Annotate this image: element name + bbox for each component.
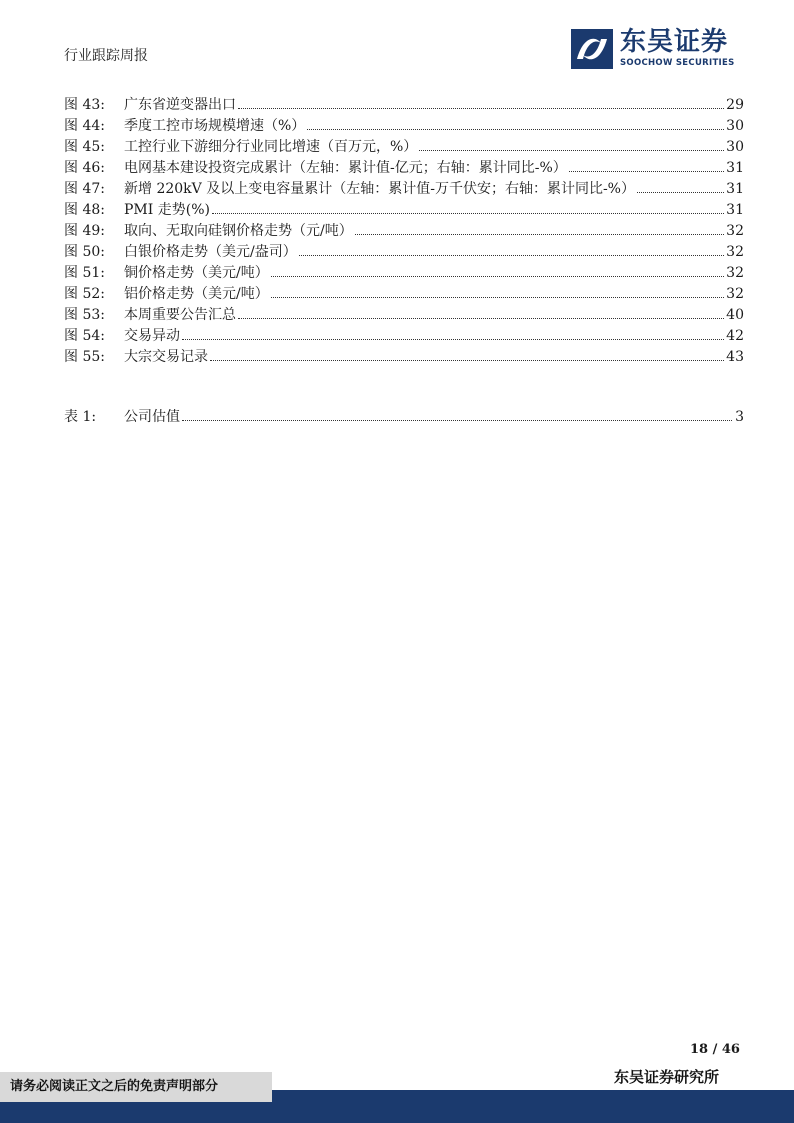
table-entry[interactable] bbox=[64, 407, 744, 428]
figure-entry-leader-dots bbox=[238, 318, 724, 319]
figure-entry[interactable] bbox=[64, 326, 744, 347]
logo-chinese-name: 东吴证券 bbox=[620, 27, 729, 57]
company-logo bbox=[571, 27, 746, 71]
figure-entry-page: 32 bbox=[726, 265, 744, 281]
figure-entry-title: 季度工控市场规模增速（%） bbox=[124, 118, 306, 134]
figure-entry[interactable] bbox=[64, 347, 744, 368]
figure-entry-label: 图 44: bbox=[64, 118, 105, 134]
figure-entry-label: 图 51: bbox=[64, 265, 105, 281]
figure-entry-label: 图 54: bbox=[64, 328, 105, 344]
table-entry-title: 公司估值 bbox=[124, 409, 180, 425]
figure-entry-page: 29 bbox=[726, 97, 744, 113]
report-type: 行业跟踪周报 bbox=[64, 48, 148, 64]
figure-entry-label: 图 55: bbox=[64, 349, 105, 365]
figure-entry-label: 图 50: bbox=[64, 244, 105, 260]
figure-entry-title: 白银价格走势（美元/盎司） bbox=[124, 244, 297, 260]
figure-entry[interactable] bbox=[64, 242, 744, 263]
logo-english-name: SOOCHOW SECURITIES bbox=[620, 58, 735, 68]
figure-entry-label: 图 43: bbox=[64, 97, 105, 113]
table-entry-label: 表 1: bbox=[64, 409, 97, 425]
figure-entry-title: 电网基本建设投资完成累计（左轴：累计值-亿元；右轴：累计同比-%） bbox=[124, 160, 567, 176]
figure-entry-page: 42 bbox=[726, 328, 744, 344]
soochow-logo-icon bbox=[571, 29, 613, 69]
figure-entry-page: 32 bbox=[726, 244, 744, 260]
figure-entry-page: 43 bbox=[726, 349, 744, 365]
figure-entry-label: 图 48: bbox=[64, 202, 105, 218]
figure-entry-title: 广东省逆变器出口 bbox=[124, 97, 236, 113]
figure-entry-title: 取向、无取向硅钢价格走势（元/吨） bbox=[124, 223, 353, 239]
figure-entry-label: 图 52: bbox=[64, 286, 105, 302]
figure-entry[interactable] bbox=[64, 221, 744, 242]
figure-entry-leader-dots bbox=[212, 213, 724, 214]
figure-entry-title: 大宗交易记录 bbox=[124, 349, 208, 365]
figure-entry-leader-dots bbox=[307, 129, 724, 130]
table-entry-leader-dots bbox=[182, 420, 732, 421]
figure-entry-page: 31 bbox=[726, 160, 744, 176]
figure-entry-title: 新增 220kV 及以上变电容量累计（左轴：累计值-万千伏安；右轴：累计同比-%） bbox=[124, 181, 635, 197]
figure-entry-title: 铝价格走势（美元/吨） bbox=[124, 286, 269, 302]
figure-entry-label: 图 45: bbox=[64, 139, 105, 155]
figure-entry-label: 图 46: bbox=[64, 160, 105, 176]
figure-entry-leader-dots bbox=[299, 255, 724, 256]
figure-entry-leader-dots bbox=[419, 150, 724, 151]
figure-entry-page: 40 bbox=[726, 307, 744, 323]
figure-entry-leader-dots bbox=[182, 339, 724, 340]
figure-entry-title: 铜价格走势（美元/吨） bbox=[124, 265, 269, 281]
figure-entry-leader-dots bbox=[637, 192, 724, 193]
figure-entry[interactable] bbox=[64, 116, 744, 137]
figure-entry-leader-dots bbox=[210, 360, 724, 361]
figure-entry-title: 本周重要公告汇总 bbox=[124, 307, 236, 323]
table-entry-page: 3 bbox=[735, 409, 744, 425]
figure-entry-leader-dots bbox=[271, 297, 724, 298]
figure-entry-label: 图 53: bbox=[64, 307, 105, 323]
figure-entry[interactable] bbox=[64, 158, 744, 179]
figure-list bbox=[64, 95, 744, 368]
figure-entry[interactable] bbox=[64, 95, 744, 116]
figure-entry-title: PMI 走势(%) bbox=[124, 202, 210, 218]
page-number: 18 / 46 bbox=[690, 1042, 740, 1057]
figure-entry-page: 32 bbox=[726, 223, 744, 239]
figure-entry[interactable] bbox=[64, 284, 744, 305]
figure-entry-page: 30 bbox=[726, 118, 744, 134]
figure-entry-leader-dots bbox=[355, 234, 724, 235]
figure-entry[interactable] bbox=[64, 200, 744, 221]
figure-entry-page: 30 bbox=[726, 139, 744, 155]
figure-entry-page: 31 bbox=[726, 202, 744, 218]
figure-entry[interactable] bbox=[64, 137, 744, 158]
figure-entry-title: 交易异动 bbox=[124, 328, 180, 344]
figure-entry[interactable] bbox=[64, 305, 744, 326]
disclaimer-note: 请务必阅读正文之后的免责声明部分 bbox=[0, 1072, 272, 1102]
figure-entry-title: 工控行业下游细分行业同比增速（百万元，%） bbox=[124, 139, 418, 155]
institute-name: 东吴证券研究所 bbox=[614, 1068, 720, 1086]
figure-entry-leader-dots bbox=[569, 171, 724, 172]
figure-entry[interactable] bbox=[64, 179, 744, 200]
figure-entry-leader-dots bbox=[238, 108, 724, 109]
table-list bbox=[64, 407, 744, 428]
figure-entry-label: 图 49: bbox=[64, 223, 105, 239]
figure-entry-label: 图 47: bbox=[64, 181, 105, 197]
figure-entry[interactable] bbox=[64, 263, 744, 284]
figure-entry-leader-dots bbox=[271, 276, 724, 277]
figure-entry-page: 31 bbox=[726, 181, 744, 197]
figure-entry-page: 32 bbox=[726, 286, 744, 302]
